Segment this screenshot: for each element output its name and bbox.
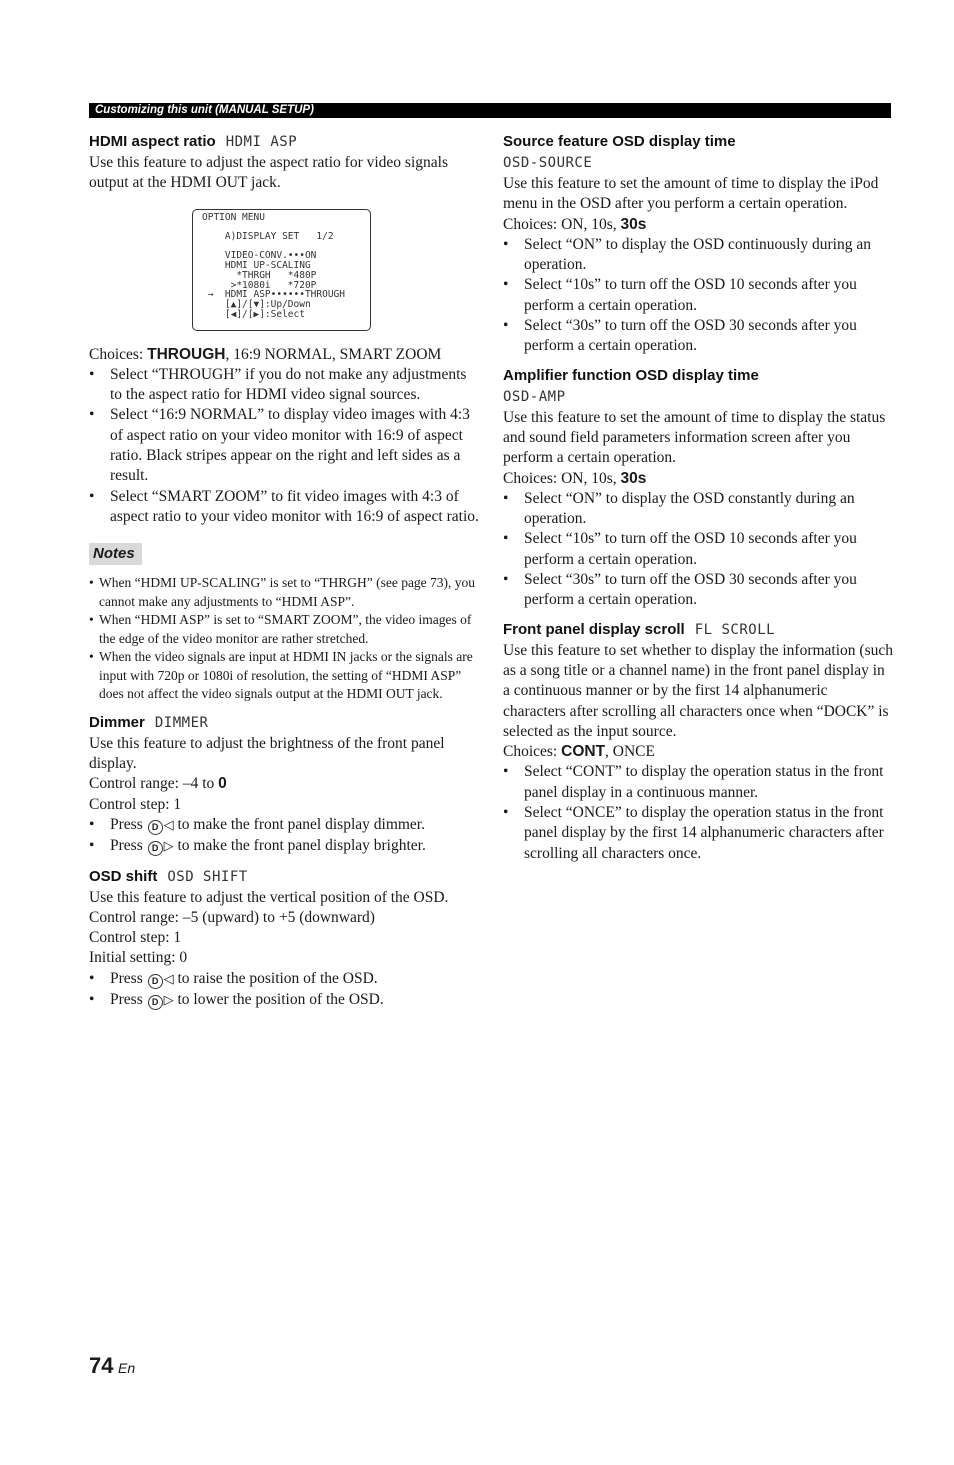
list-item: • Select “10s” to turn off the OSD 10 seconds after you perform a certain operation. [503,529,893,570]
osd-screen-line: VIDEO-CONV.•••ON [202,250,317,262]
fl-scroll-heading [503,619,893,641]
right-column [503,131,893,864]
amp-choices [503,469,893,489]
osd-screen-line: *THRGH *480P [202,269,317,281]
notes-list [89,574,479,704]
range-text: Control range: –4 to [89,775,219,793]
choices-prefix: Choices: ON, 10s, [503,215,621,233]
amp-description: Use this feature to set the amount of time to display the status and sound field parameters information screen after you perform a certain operation. [503,408,886,467]
osd-shift-range: Control range: –5 (upward) to +5 (downward) [89,908,375,926]
d-button-icon: D [148,841,163,856]
osd-screen-line: → HDMI ASP••••••THROUGH [202,289,345,301]
source-osd-section [503,131,893,357]
left-arrow-icon: ◁ [163,817,174,833]
list-item [89,969,479,990]
osd-screen-line: [▲]/[▼]:Up/Down [202,298,311,310]
source-bullets [503,235,893,357]
choices-prefix: Choices: ON, 10s, [503,469,621,487]
heading-text: Dimmer [89,713,145,731]
range-default: 0 [218,775,227,793]
osd-shift-bullets [89,969,479,1012]
list-item: • Select “THROUGH” if you do not make any adjustments to the aspect ratio for HDMI video signal sources. [89,365,479,406]
hdmi-choices [89,345,479,365]
press-desc: to raise the position of the OSD. [173,969,378,987]
hdmi-description: Use this feature to adjust the aspect ratio for video signals output at the HDMI OUT jack. [89,154,448,192]
fl-scroll-description: Use this feature to set whether to display the information (such as a song title or a channel name) in the front panel display in a continuous manner or by the first 14 alphanumeric characters after scrolling all characters once when “DOCK” is selected as the input source. [503,641,893,740]
list-item [89,815,479,836]
osd-shift-description: Use this feature to adjust the vertical position of the OSD. [89,888,449,906]
osd-screen-line: >*1080i *720P [202,279,317,291]
right-arrow-icon: ▷ [163,993,174,1009]
choices-prefix: Choices: [503,743,562,761]
osd-shift-step: Control step: 1 [89,929,182,947]
press-text: Press [110,815,147,833]
list-item: • Select “SMART ZOOM” to fit video images with 4:3 of aspect ratio to your video monitor with 16:9 of aspect ratio. [89,487,479,528]
choices-prefix: Choices: [89,345,148,363]
list-item: • Select “30s” to turn off the OSD 30 seconds after you perform a certain operation. [503,316,893,357]
heading-text: Front panel display scroll [503,620,685,638]
source-choices [503,215,893,235]
osd-code: FL SCROLL [694,621,776,638]
list-item: • Select “16:9 NORMAL” to display video images with 4:3 of aspect ratio on your video monitor with 16:9 of aspect ratio. Black stripes appear on the right and left sides as a result. [89,405,479,486]
fl-scroll-bullets [503,762,893,863]
right-arrow-icon: ▷ [163,839,174,855]
left-column [89,131,479,1011]
osd-code: OSD-SOURCE [503,155,593,171]
choices-default: THROUGH [147,345,226,363]
fl-scroll-section [503,619,893,864]
dimmer-bullets [89,815,479,858]
heading-text: HDMI aspect ratio [89,133,216,150]
choices-default: 30s [620,215,647,233]
note-item: • When the video signals are input at HDMI IN jacks or the signals are input with 720p or 1080i of resolution, the setting of “HDMI ASP” does not affect the video signals output at the HDMI OUT jack. [89,648,479,704]
osd-shift-section [89,866,479,1012]
list-item: • Select “30s” to turn off the OSD 30 seconds after you perform a certain operation. [503,570,893,611]
amp-osd-section [503,365,893,611]
choices-default: 30s [620,469,647,487]
notes-section [89,527,479,704]
press-desc: to make the front panel display dimmer. [173,815,425,833]
list-item: • Select “ON” to display the OSD continuously during an operation. [503,235,893,276]
choices-default: CONT [561,743,606,761]
press-desc: to lower the position of the OSD. [173,991,384,1009]
osd-code: OSD-AMP [503,388,566,405]
choices-rest: , 16:9 NORMAL, SMART ZOOM [225,345,442,363]
list-item: • Select “10s” to turn off the OSD 10 seconds after you perform a certain operation. [503,275,893,316]
dimmer-section [89,712,479,858]
amp-osd-heading: Amplifier function OSD display time [503,366,759,384]
list-item [89,836,479,857]
hdmi-bullets [89,365,479,527]
source-osd-heading: Source feature OSD display time [503,133,736,150]
left-arrow-icon: ◁ [163,971,174,987]
osd-screen-line: OPTION MENU [202,211,265,223]
hdmi-aspect-ratio-heading [89,131,479,153]
list-item [89,990,479,1011]
note-item: • When “HDMI ASP” is set to “SMART ZOOM”, the video images of the edge of the video monitor are rather stretched. [89,611,479,648]
osd-code: HDMI ASP [225,134,298,150]
section-header-bar: Customizing this unit (MANUAL SETUP) [89,103,891,118]
press-text: Press [110,991,147,1009]
osd-option-menu-screen [192,209,371,331]
osd-screen-line: A)DISPLAY SET 1/2 [202,231,334,242]
hdmi-aspect-ratio-section [89,131,479,527]
osd-code: OSD SHIFT [167,868,248,885]
heading-text: OSD shift [89,867,158,885]
dimmer-range [89,774,479,794]
note-item: • When “HDMI UP-SCALING” is set to “THRGH” (see page 73), you cannot make any adjustments to “HDMI ASP”. [89,574,479,611]
source-description: Use this feature to set the amount of time to display the iPod menu in the OSD after you perform a certain operation. [503,175,879,213]
osd-screen-line: [◀]/[▶]:Select [202,308,305,320]
press-desc: to make the front panel display brighter. [173,837,426,855]
d-button-icon: D [148,820,163,835]
osd-shift-initial: Initial setting: 0 [89,949,188,967]
osd-shift-heading [89,866,479,888]
osd-screen-line: HDMI UP-SCALING [202,260,311,272]
press-text: Press [110,837,147,855]
press-text: Press [110,969,147,987]
list-item: • Select “CONT” to display the operation status in the front panel display in a continuous manner. [503,762,893,803]
choices-rest: , ONCE [605,743,655,761]
dimmer-heading [89,712,479,734]
dimmer-step: Control step: 1 [89,795,182,813]
amp-bullets [503,489,893,611]
d-button-icon: D [148,995,163,1010]
list-item: • Select “ON” to display the OSD constantly during an operation. [503,489,893,530]
osd-code: DIMMER [154,714,209,731]
page-language: En [118,1360,136,1376]
d-button-icon: D [148,974,163,989]
list-item: • Select “ONCE” to display the operation status in the front panel display by the first 14 alphanumeric characters after scrolling all characters once. [503,803,893,864]
fl-scroll-choices [503,742,893,762]
page-number: 74 [89,1353,114,1378]
notes-label: Notes [89,543,142,565]
dimmer-description: Use this feature to adjust the brightness of the front panel display. [89,734,445,773]
